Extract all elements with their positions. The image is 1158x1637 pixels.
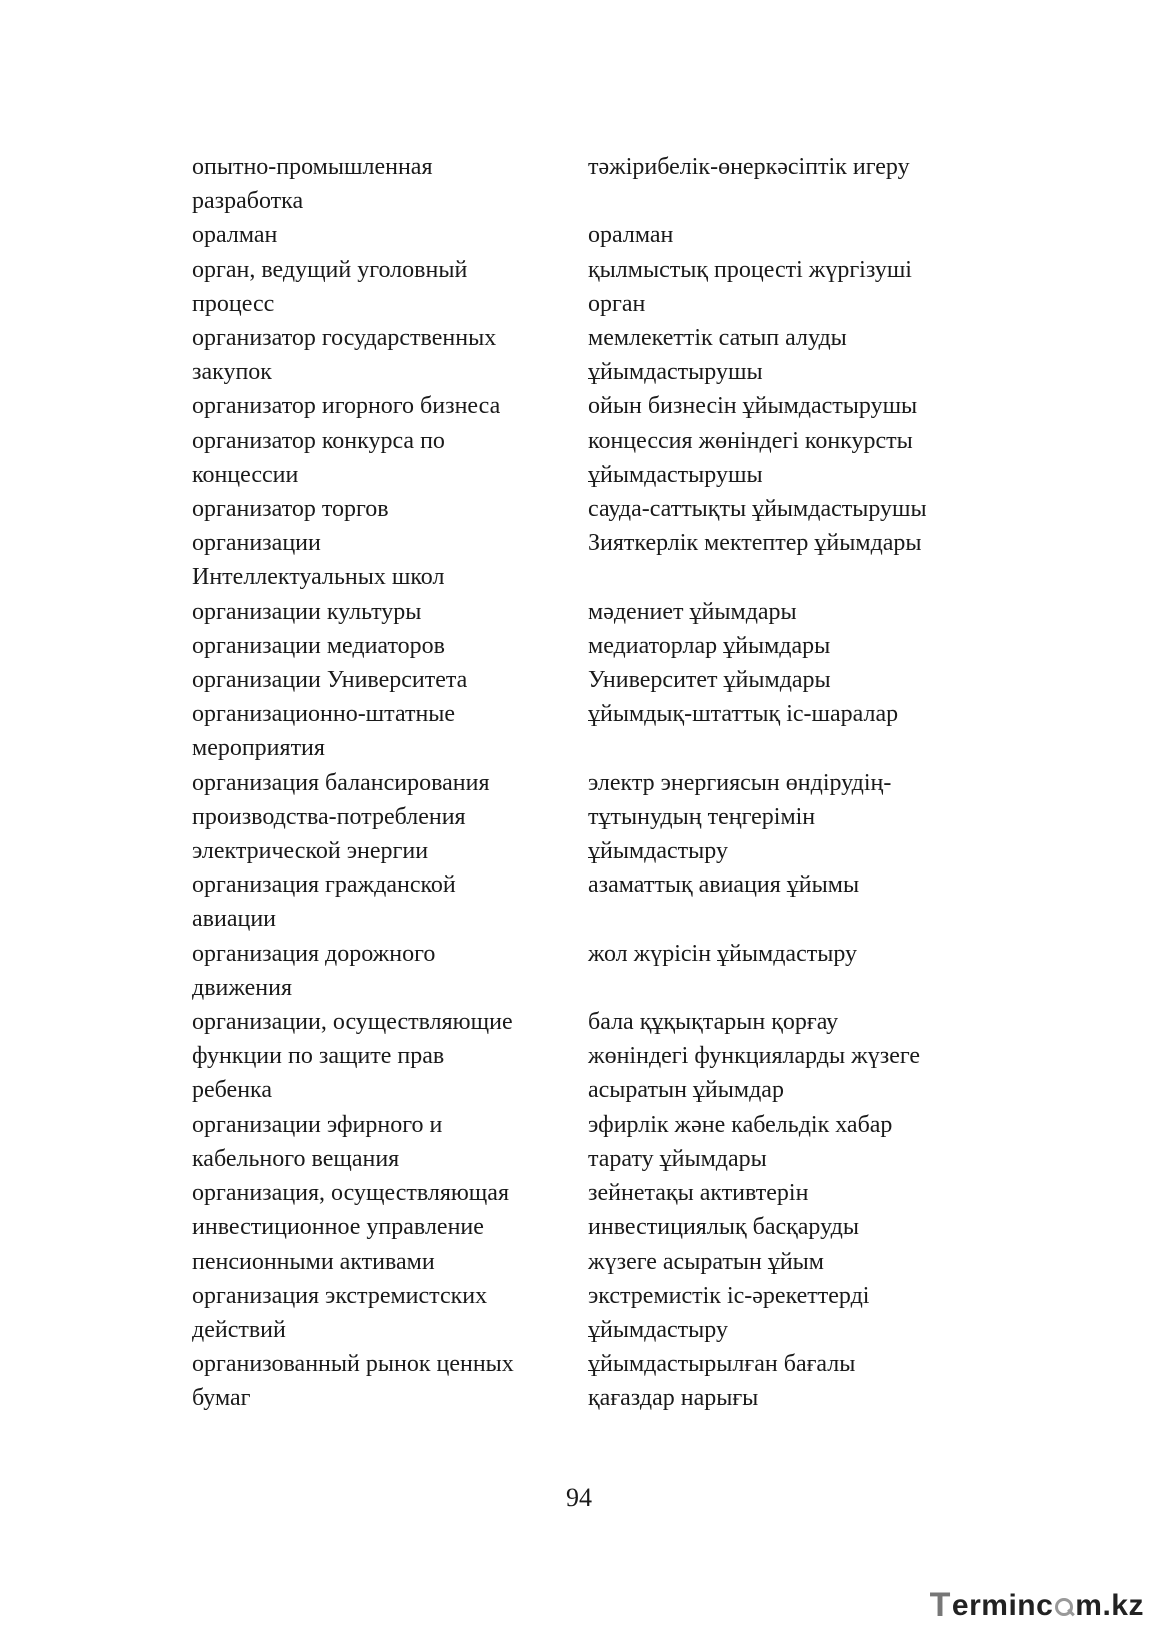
kazakh-term: бала құқықтарын қорғау жөніндегі функцияларды жүзеге асыратын ұйымдар (588, 1009, 921, 1104)
russian-term: организация гражданской авиации (192, 872, 456, 933)
page-number: 94 (566, 1483, 592, 1512)
glossary-entry (192, 1005, 1012, 1108)
russian-term: организованный рынок ценных бумаг (192, 1351, 514, 1412)
russian-term: организации, осуществляющие функции по защите прав ребенка (192, 1009, 513, 1104)
russian-term: организация, осуществляющая инвестиционное управление пенсионными активами (192, 1180, 509, 1275)
search-icon (1054, 1596, 1074, 1616)
kazakh-term: эфирлік және кабельдік хабар тарату ұйымдары (588, 1111, 893, 1172)
russian-term: организации Интеллектуальных школ (192, 530, 445, 591)
kazakh-term: жол жүрісін ұйымдастыру (588, 940, 858, 967)
kazakh-term: мемлекеттік сатып алуды ұйымдастырушы (588, 325, 847, 386)
russian-term: организации эфирного и кабельного вещания (192, 1111, 443, 1172)
glossary-entry (192, 389, 1012, 423)
glossary-entry (192, 663, 1012, 697)
kazakh-term: Университет ұйымдары (588, 667, 831, 694)
kazakh-term: ойын бизнесін ұйымдастырушы (588, 393, 918, 420)
russian-term: организатор государственных закупок (192, 325, 497, 386)
kazakh-term: медиаторлар ұйымдары (588, 632, 831, 659)
glossary-entry (192, 629, 1012, 663)
russian-term: орган, ведущий уголовный процесс (192, 256, 468, 317)
russian-term: организатор игорного бизнеса (192, 393, 501, 420)
glossary-entry (192, 218, 1012, 252)
russian-term: организация экстремистских действий (192, 1282, 488, 1343)
watermark-text-end: m.kz (1075, 1588, 1144, 1622)
kazakh-term: Зияткерлік мектептер ұйымдары (588, 530, 922, 557)
russian-term: опытно-промышленная разработка (192, 154, 433, 215)
glossary-entry (192, 1108, 1012, 1176)
kazakh-term: ұйымдастырылған бағалы қағаздар нарығы (588, 1351, 856, 1412)
kazakh-term: ұйымдық-штаттық іс-шаралар (588, 701, 899, 728)
glossary-entry (192, 595, 1012, 629)
watermark-text-start: erminc (951, 1588, 1054, 1622)
glossary-entry (192, 937, 1012, 1005)
glossary-entry (192, 424, 1012, 492)
kazakh-term: экстремистік іс-әрекеттерді ұйымдастыру (588, 1282, 870, 1343)
glossary-entry (192, 766, 1012, 869)
kazakh-term: мәдениет ұйымдары (588, 598, 797, 625)
glossary-entry (192, 1176, 1012, 1279)
kazakh-term: қылмыстық процесті жүргізуші орган (588, 256, 912, 317)
glossary-entry (192, 321, 1012, 389)
russian-term: организатор торгов (192, 496, 389, 523)
glossary-entry (192, 253, 1012, 321)
glossary-entry (192, 1279, 1012, 1347)
russian-term: оралман (192, 222, 278, 249)
glossary-entry (192, 150, 1012, 218)
russian-term: организация дорожного движения (192, 940, 436, 1001)
russian-term: организационно-штатные мероприятия (192, 701, 456, 762)
glossary-entry (192, 526, 1012, 594)
glossary-entries (192, 150, 1012, 1416)
russian-term: организации Университета (192, 667, 468, 694)
russian-term: организация балансирования производства-потребления электрической энергии (192, 769, 490, 865)
kazakh-term: зейнетақы активтерін инвестициялық басқаруды жүзеге асыратын ұйым (588, 1180, 859, 1275)
glossary-entry (192, 1347, 1012, 1415)
watermark-letter-t: T (929, 1586, 951, 1624)
kazakh-term: тәжірибелік-өнеркәсіптік игеру (588, 154, 910, 180)
kazakh-term: сауда-саттықты ұйымдастырушы (588, 496, 927, 523)
kazakh-term: оралман (588, 222, 674, 249)
glossary-entry (192, 868, 1012, 936)
russian-term: организации медиаторов (192, 632, 445, 659)
russian-term: организации культуры (192, 598, 422, 625)
glossary-entry (192, 492, 1012, 526)
glossary-entry (192, 697, 1012, 765)
russian-term: организатор конкурса по концессии (192, 427, 445, 488)
termincom-watermark (930, 1586, 1144, 1625)
kazakh-term: электр энергиясын өндірудің- тұтынудың теңгерімін ұйымдастыру (588, 769, 892, 865)
kazakh-term: концессия жөніндегі конкурсты ұйымдастырушы (588, 427, 913, 488)
kazakh-term: азаматтық авиация ұйымы (588, 872, 860, 899)
